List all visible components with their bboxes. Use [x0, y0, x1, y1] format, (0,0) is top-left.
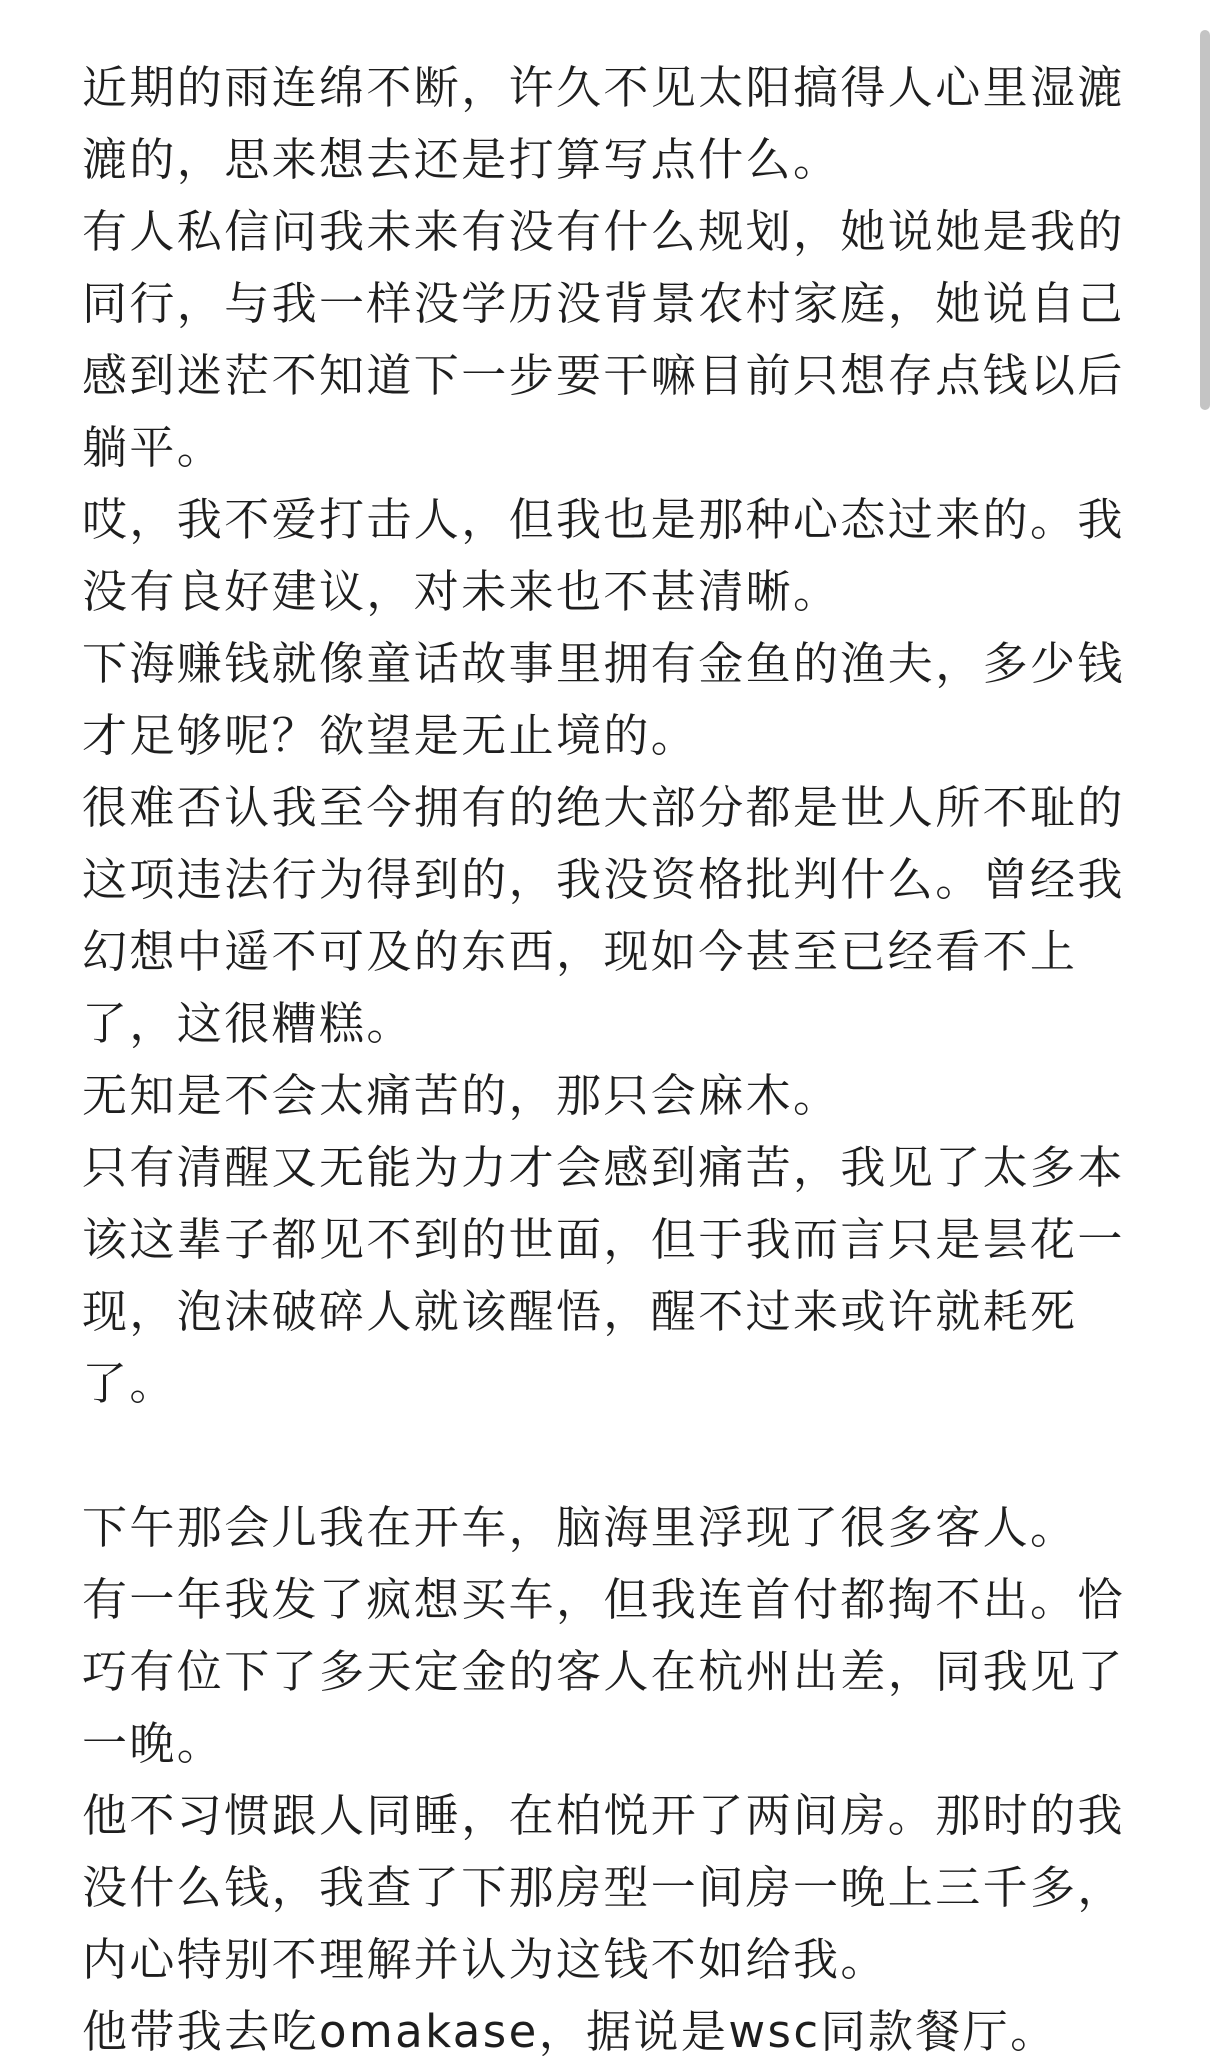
text-line: 一晚。	[82, 1717, 225, 1770]
text-line: 了。	[82, 1357, 177, 1410]
text-line: 有人私信问我未来有没有什么规划，她说她是我的	[82, 205, 1125, 258]
article-body	[82, 52, 1125, 2068]
text-line: 没什么钱，我查了下那房型一间房一晚上三千多，	[82, 1861, 1125, 1914]
text-line: 幻想中遥不可及的东西，现如今甚至已经看不上	[82, 925, 1078, 978]
text-line: 该这辈子都见不到的世面，但于我而言只是昙花一	[82, 1213, 1125, 1266]
text-line: 没有良好建议，对未来也不甚清晰。	[82, 565, 841, 618]
text-line: 只有清醒又无能为力才会感到痛苦，我见了太多本	[82, 1141, 1125, 1194]
text-line: 了，这很糟糕。	[82, 997, 414, 1050]
text-line: 同行，与我一样没学历没背景农村家庭，她说自己	[82, 277, 1125, 330]
text-line: 无知是不会太痛苦的，那只会麻木。	[82, 1069, 841, 1122]
text-line: 躺平。	[82, 421, 225, 474]
text-line: 哎，我不爱打击人，但我也是那种心态过来的。我	[82, 493, 1125, 546]
vertical-scrollbar[interactable]	[1200, 30, 1210, 410]
text-line: 巧有位下了多天定金的客人在杭州出差，同我见了	[82, 1645, 1125, 1698]
paragraph-gap	[82, 1420, 1112, 1492]
text-line: 近期的雨连绵不断，许久不见太阳搞得人心里湿漉	[82, 61, 1125, 114]
text-line: 漉的，思来想去还是打算写点什么。	[82, 133, 841, 186]
text-line: 才足够呢？欲望是无止境的。	[82, 709, 699, 762]
text-line: 有一年我发了疯想买车，但我连首付都掏不出。恰	[82, 1573, 1125, 1626]
text-line: 内心特别不理解并认为这钱不如给我。	[82, 1933, 888, 1986]
text-line: 他带我去吃omakase，据说是wsc同款餐厅。	[82, 2005, 1058, 2058]
text-line: 这项违法行为得到的，我没资格批判什么。曾经我	[82, 853, 1125, 906]
text-line: 他不习惯跟人同睡，在柏悦开了两间房。那时的我	[82, 1789, 1125, 1842]
text-line: 很难否认我至今拥有的绝大部分都是世人所不耻的	[82, 781, 1125, 834]
text-line: 感到迷茫不知道下一步要干嘛目前只想存点钱以后	[82, 349, 1125, 402]
text-line: 现，泡沫破碎人就该醒悟，醒不过来或许就耗死	[82, 1285, 1078, 1338]
text-line: 下午那会儿我在开车，脑海里浮现了很多客人。	[82, 1501, 1078, 1554]
text-line: 下海赚钱就像童话故事里拥有金鱼的渔夫，多少钱	[82, 637, 1125, 690]
